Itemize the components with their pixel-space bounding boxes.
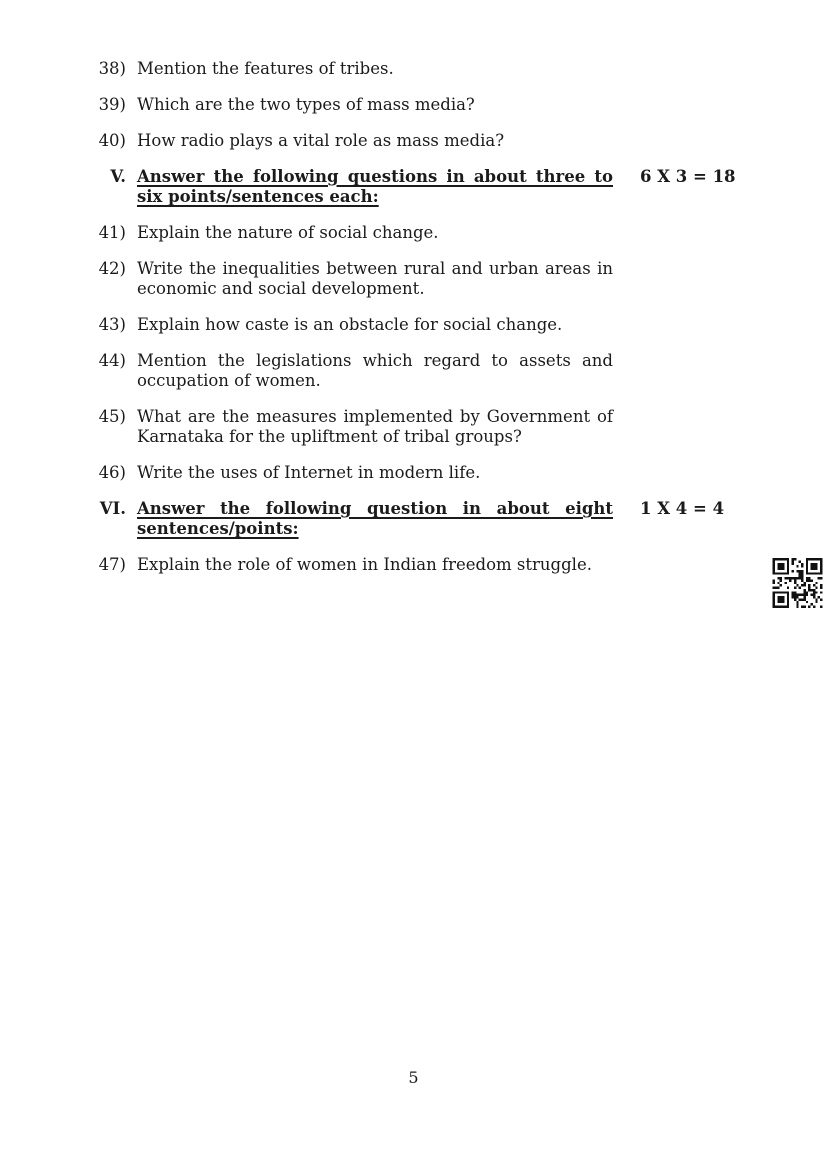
question-row	[96, 463, 741, 483]
section-v-heading: Answer the following questions in about three to six points/sentences each:	[137, 167, 613, 206]
question-number: 47)	[98, 555, 126, 574]
question-row	[96, 59, 741, 79]
question-number: 42)	[98, 259, 126, 278]
question-text: Mention the features of tribes.	[137, 59, 394, 78]
question-row	[96, 223, 741, 243]
qr-code	[771, 558, 824, 608]
question-number: 43)	[98, 315, 126, 334]
question-text: Write the inequalities between rural and urban areas in economic and social development.	[137, 259, 613, 298]
section-v-heading-row	[96, 167, 741, 207]
question-number: 41)	[98, 223, 126, 242]
question-row	[96, 407, 741, 447]
question-number: 44)	[98, 351, 126, 370]
question-number: 39)	[98, 95, 126, 114]
question-text: Write the uses of Internet in modern life.	[137, 463, 481, 482]
question-row	[96, 555, 741, 575]
question-text: Explain how caste is an obstacle for social change.	[137, 315, 563, 334]
question-row	[96, 351, 741, 391]
question-row	[96, 315, 741, 335]
section-vi-heading-row	[96, 499, 741, 539]
question-row	[96, 95, 741, 115]
question-number: 40)	[98, 131, 126, 150]
qr-code-graphic	[771, 558, 824, 608]
question-number: 46)	[98, 463, 126, 482]
question-number: 45)	[98, 407, 126, 426]
question-text: Which are the two types of mass media?	[137, 95, 475, 114]
question-text: Explain the role of women in Indian freedom struggle.	[137, 555, 592, 574]
section-v-numeral: V.	[110, 167, 126, 186]
question-text: Explain the nature of social change.	[137, 223, 439, 242]
section-v-marks: 6 X 3 = 18	[640, 167, 736, 186]
question-text: Mention the legislations which regard to assets and occupation of women.	[137, 351, 613, 390]
section-vi-marks: 1 X 4 = 4	[640, 499, 725, 518]
section-vi-numeral: VI.	[99, 499, 126, 518]
question-paper-content	[96, 59, 741, 591]
question-number: 38)	[98, 59, 126, 78]
question-row	[96, 259, 741, 299]
question-text: How radio plays a vital role as mass media?	[137, 131, 505, 150]
page-number: 5	[408, 1068, 419, 1087]
section-vi-heading: Answer the following question in about eight sentences/points:	[137, 499, 613, 538]
question-row	[96, 131, 741, 151]
question-text: What are the measures implemented by Government of Karnataka for the upliftment of tribal groups?	[137, 407, 613, 446]
